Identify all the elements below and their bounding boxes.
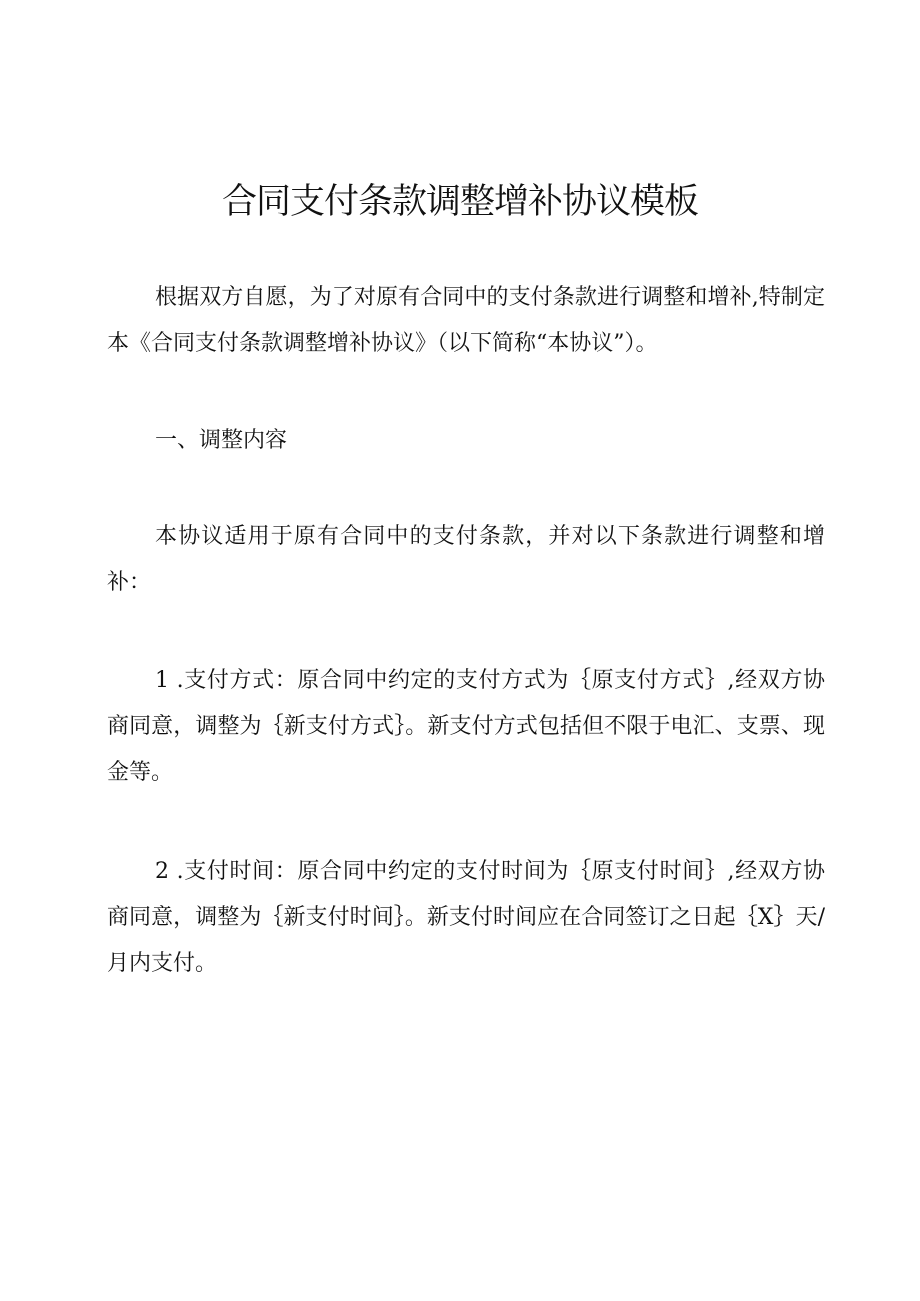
scope-paragraph: 本协议适用于原有合同中的支付条款，并对以下条款进行调整和增补：: [107, 524, 825, 595]
intro-paragraph: 根据双方自愿，为了对原有合同中的支付条款进行调整和增补,特制定本《合同支付条款调整增补协议》（以下简称“本协议”）。: [107, 285, 825, 356]
section-heading: 一、调整内容: [155, 428, 288, 453]
clause-payment-time: 2 .支付时间：原合同中约定的支付时间为｛原支付时间｝,经双方协商同意，调整为｛新支付时间｝。新支付时间应在合同签订之日起｛X｝天/月内支付。: [107, 859, 825, 976]
clause-payment-method: 1 .支付方式：原合同中约定的支付方式为｛原支付方式｝,经双方协商同意，调整为｛新支付方式｝。新支付方式包括但不限于电汇、支票、现金等。: [107, 668, 825, 785]
document-title: 合同支付条款调整增补协议模板: [221, 182, 698, 222]
